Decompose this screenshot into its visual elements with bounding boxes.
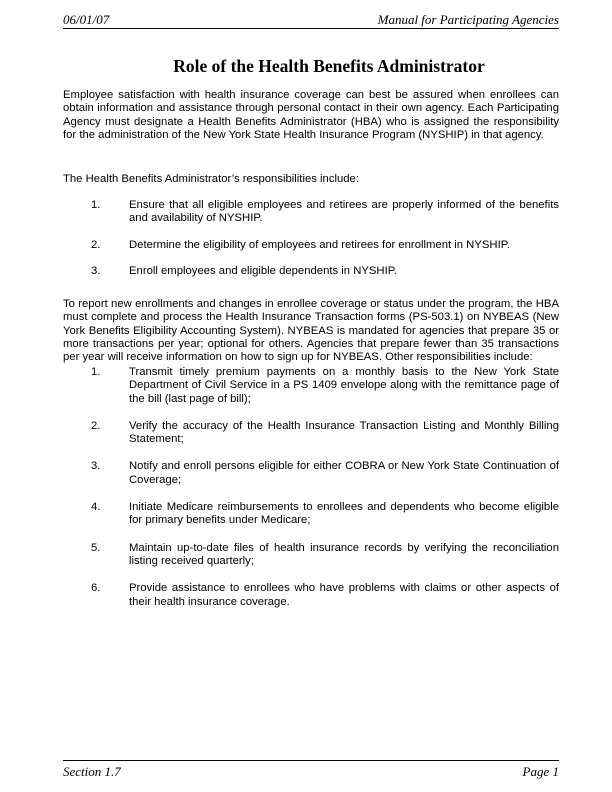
list-item-number: 1. [91,199,101,211]
footer-section: Section 1.7 [63,764,121,779]
list-item [63,582,559,609]
page-footer [63,760,559,779]
list-item [63,542,559,569]
reporting-paragraph: To report new enrollments and changes in enrollee coverage or status under the program, the HBA must complete and process the Health Insurance Transaction forms (PS-503.1) on NYBEAS (New York Benefits Eligibility Accounting System). NYBEAS is mandated for agencies that prepare 35 or more transactions per year; optional for others. Agencies that prepare fewer than 35 transactions per year will receive information on how to sign up for NYBEAS. Other responsibilities include: [63,298,559,364]
header-date: 06/01/07 [63,12,110,27]
list-item-number: 1. [91,366,101,378]
intro-paragraph: Employee satisfaction with health insurance coverage can best be assured when enrollees can obtain information and assistance through personal contact in their own agency. Each Participating Agency must designate a Health Benefits Administrator (HBA) who is assigned the responsibility for the administration of the New York State Health Insurance Program (NYSHIP) in that agency. [63,89,559,141]
list-item-text: Maintain up-to-date files of health insurance records by verifying the reconciliation listing received quarterly; [129,541,559,567]
list-item [63,199,559,226]
list-item-number: 4. [91,501,101,514]
list-item [63,420,559,447]
list-item-number: 2. [91,238,101,251]
footer-page-number: Page 1 [522,764,559,779]
list-item [63,501,559,528]
list-item-text: Provide assistance to enrollees who have problems with claims or other aspects of their health insurance coverage. [129,582,559,608]
responsibilities-list [63,199,559,291]
page-title: Role of the Health Benefits Administrator [173,56,485,76]
other-responsibilities-list [63,366,559,623]
list-item [63,460,559,487]
list-item-text: Transmit timely premium payments on a monthly basis to the New York State Department of Civil Service in a PS 1409 envelope along with the remittance page of the bill (last page of bill); [129,366,559,405]
list-item-number: 3. [91,264,101,277]
list-item-number: 5. [91,541,101,554]
list-item [63,239,559,252]
list-item-text: Enroll employees and eligible dependents in NYSHIP. [129,264,397,277]
list-item-number: 3. [91,460,101,473]
page-header [63,12,559,29]
list-item-text: Ensure that all eligible employees and retirees are properly informed of the benefits and availability of NYSHIP. [129,199,559,225]
list-item-text: Determine the eligibility of employees and retirees for enrollment in NYSHIP. [129,238,510,251]
header-manual-title: Manual for Participating Agencies [377,12,559,27]
list-item-text: Verify the accuracy of the Health Insurance Transaction Listing and Monthly Billing Statement; [129,419,559,446]
list-item-number: 2. [91,419,101,432]
responsibilities-intro: The Health Benefits Administrator’s responsibilities include: [63,173,359,185]
list-item-number: 6. [91,582,101,595]
list-item [63,366,559,406]
list-item-text: Initiate Medicare reimbursements to enrollees and dependents who become eligible for primary benefits under Medicare; [129,501,559,527]
list-item [63,265,559,278]
list-item-text: Notify and enroll persons eligible for either COBRA or New York State Continuation of Coverage; [129,460,559,486]
